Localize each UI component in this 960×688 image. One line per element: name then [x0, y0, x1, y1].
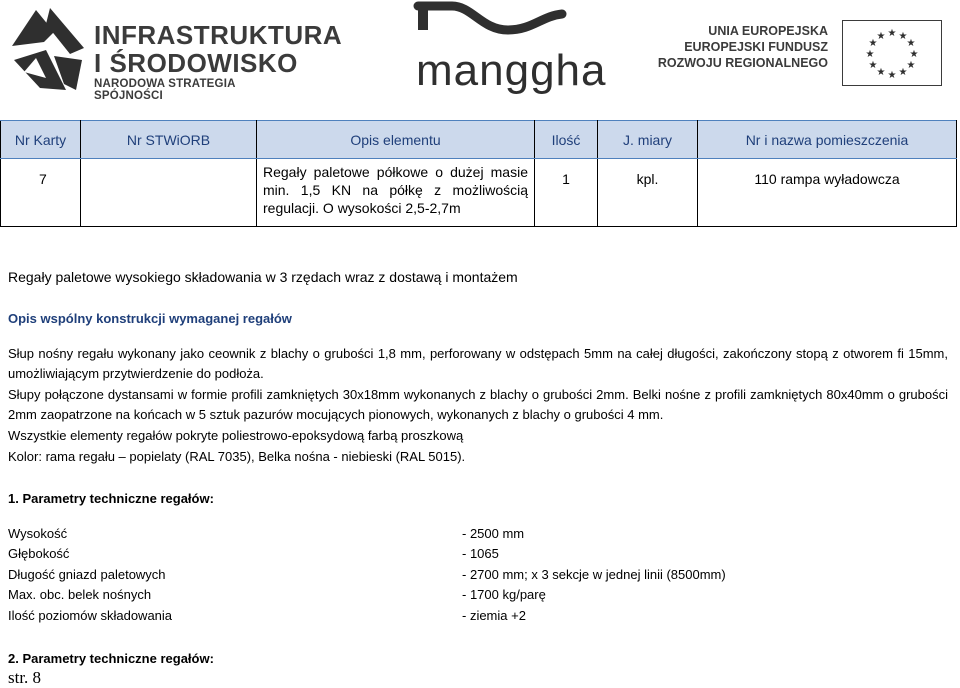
svg-text:★: ★: [868, 38, 878, 49]
svg-text:★: ★: [898, 67, 908, 78]
eu-line-1: UNIA EUROPEJSKA: [708, 24, 828, 38]
section-subtitle: Opis wspólny konstrukcji wymaganej regałów: [8, 311, 292, 326]
param-label: Max. obc. belek nośnych: [8, 587, 152, 602]
header-nr-stwiorb: Nr STWiORB: [81, 121, 257, 159]
cell-pomieszczenie: 110 rampa wyładowcza: [698, 159, 957, 227]
param-label: Ilość poziomów składowania: [8, 608, 173, 623]
svg-text:★: ★: [898, 31, 908, 42]
document-title: Regały paletowe wysokiego składowania w 3 rzędach wraz z dostawą i montażem: [8, 269, 518, 285]
paragraph-farba: Wszystkie elementy regałów pokryte poliestrowo-epoksydową farbą proszkową: [8, 428, 464, 443]
svg-text:★: ★: [909, 49, 919, 60]
param-value: - ziemia +2: [462, 608, 526, 623]
section-2-heading: 2. Parametry techniczne regałów:: [8, 651, 214, 666]
svg-text:★: ★: [876, 67, 886, 78]
param-label: Głębokość: [8, 546, 70, 561]
param-value: - 1065: [462, 546, 499, 561]
page-number: str. 8: [8, 668, 42, 687]
eu-logo: [657, 20, 956, 90]
manggha-mark-icon: [412, 0, 572, 50]
param-label: Wysokość: [8, 526, 68, 541]
svg-text:★: ★: [865, 49, 875, 60]
eu-flag-icon: [842, 20, 942, 86]
paragraph-slupy: Słupy połączone dystansami w formie profili zamkniętych 30x18mm wykonanych z blachy o grubości 2mm. Belki nośne z profili zamkniętych 80x40mm o grubości 2mm zaopatrzone na końcach w 5 sztuk pazurów mocujących pionowych, wykonanych z blachy o grubości 4 mm.: [8, 387, 948, 422]
header-j-miary: J. miary: [598, 121, 698, 159]
section-1-heading: 1. Parametry techniczne regałów:: [8, 491, 214, 506]
manggha-logo: [412, 0, 607, 100]
cell-j-miary: kpl.: [598, 159, 698, 227]
paragraph-slup: Słup nośny regału wykonany jako ceownik z blachy o grubości 1,8 mm, perforowany w odstępach 5mm na całej długości, zakończony stopą z otworem fi 15mm, umożliwiającym przytwierdzenie do podłoża.: [8, 346, 948, 381]
param-value: - 2700 mm; x 3 sekcje w jednej linii (8500mm): [462, 567, 726, 582]
svg-text:★: ★: [876, 31, 886, 42]
eu-line-3: ROZWOJU REGIONALNEGO: [657, 56, 828, 70]
table-row: [1, 159, 957, 227]
cell-ilosc: 1: [535, 159, 598, 227]
svg-text:★: ★: [906, 60, 916, 71]
elements-table: [0, 120, 957, 227]
header-pomieszczenie: Nr i nazwa pomieszczenia: [698, 121, 957, 159]
paragraph-kolor: Kolor: rama regału – popielaty (RAL 7035), Belka nośna - niebieski (RAL 5015).: [8, 449, 466, 464]
cell-nr-stwiorb: [81, 159, 257, 227]
param-value: - 2500 mm: [462, 526, 525, 541]
table-header-row: [1, 121, 957, 159]
svg-text:★: ★: [906, 38, 916, 49]
header-ilosc: Ilość: [535, 121, 598, 159]
svg-text:★: ★: [887, 28, 897, 39]
manggha-wordmark: manggha: [416, 46, 607, 95]
infrastruktura-emblem-icon: [6, 2, 90, 94]
header-nr-karty: Nr Karty: [1, 121, 81, 159]
infrastruktura-logo: [6, 2, 343, 102]
srodowisko-title: I ŚRODOWISKO: [94, 48, 298, 78]
header-opis-elementu: Opis elementu: [257, 121, 535, 159]
infrastruktura-title: INFRASTRUKTURA: [94, 20, 343, 50]
eu-line-2: EUROPEJSKI FUNDUSZ: [684, 40, 828, 54]
cell-nr-karty: 7: [1, 159, 81, 227]
param-label: Długość gniazd paletowych: [8, 567, 166, 582]
param-value: - 1700 kg/parę: [462, 587, 546, 602]
svg-text:★: ★: [868, 60, 878, 71]
cell-opis: Regały paletowe półkowe o dużej masie min. 1,5 KN na półkę z możliwością regulacji. O wysokości 2,5-2,7m: [257, 159, 535, 227]
strategia-subtitle: NARODOWA STRATEGIA SPÓJNOŚCI: [94, 78, 236, 102]
svg-text:★: ★: [887, 70, 897, 81]
